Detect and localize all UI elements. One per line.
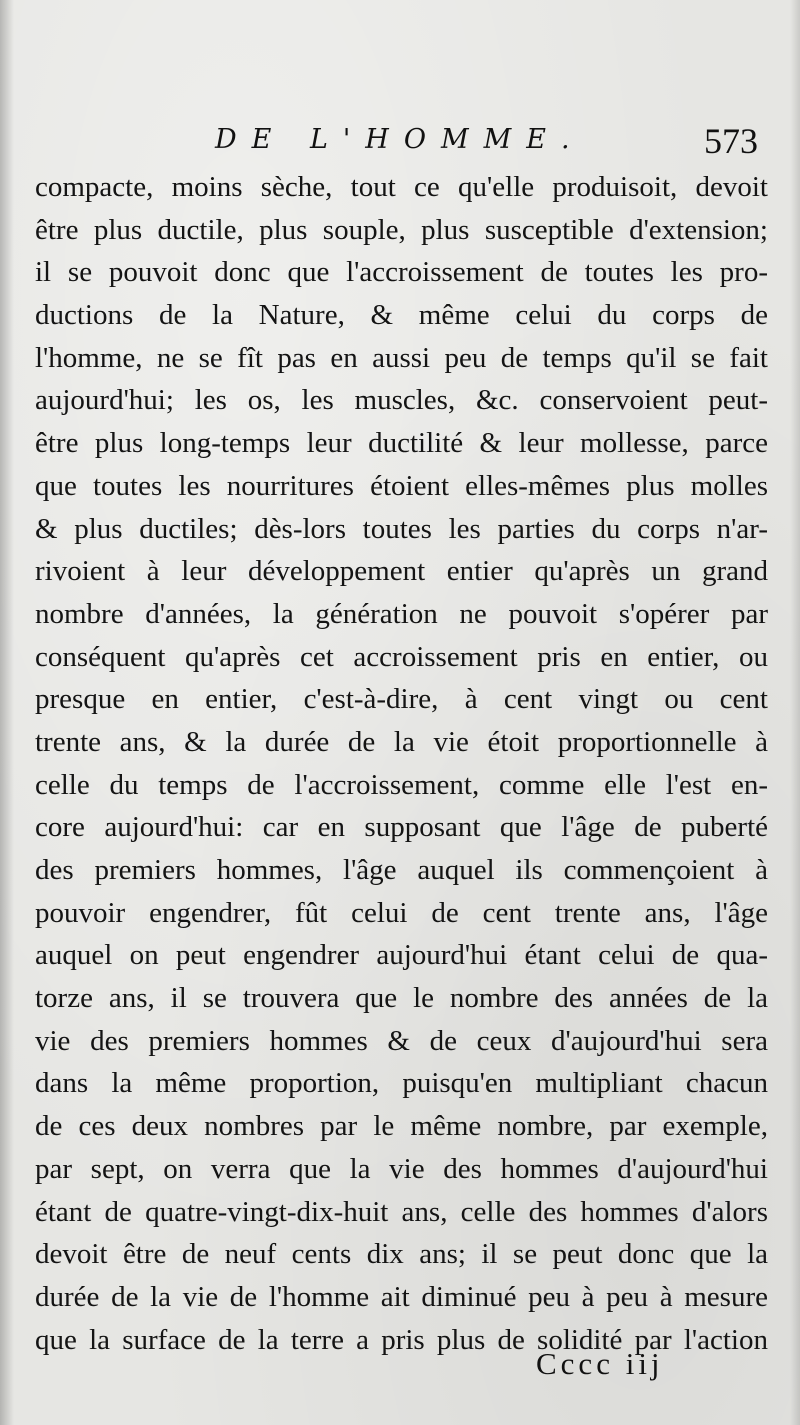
text-line: compacte, moins sèche, tout ce qu'elle produisoit, devoit	[35, 171, 768, 203]
text-line: ductions de la Nature, & même celui du corps de	[35, 299, 768, 332]
text-line: torze ans, il se trouvera que le nombre des années de la	[35, 982, 768, 1015]
text-line: durée de la vie de l'homme ait diminué peu à peu à mesure	[35, 1280, 768, 1313]
text-line: il se pouvoit donc que l'accroissement de toutes les pro-	[35, 256, 768, 289]
text-line: par sept, on verra que la vie des hommes d'aujourd'hui	[35, 1152, 768, 1185]
text-line: devoit être de neuf cents dix ans; il se peut donc que la	[35, 1238, 768, 1271]
running-title: DE L'HOMME.	[215, 124, 585, 155]
text-line: de ces deux nombres par le même nombre, par exemple,	[35, 1110, 768, 1143]
text-line: aujourd'hui; les os, les muscles, &c. conservoient peut-	[35, 384, 768, 417]
text-line: vie des premiers hommes & de ceux d'aujourd'hui sera	[35, 1024, 768, 1057]
text-line: dans la même proportion, puisqu'en multipliant chacun	[35, 1067, 768, 1100]
text-line: que la surface de la terre a pris plus de solidité par l'action	[35, 1323, 768, 1356]
text-line: des premiers hommes, l'âge auquel ils commençoient à	[35, 854, 768, 886]
gutter-shadow	[0, 0, 14, 1425]
text-line: que toutes les nourritures étoient elles-mêmes plus molles	[35, 469, 768, 502]
page-number: 573	[704, 121, 758, 161]
edge-shadow	[790, 0, 800, 1425]
signature-mark: Cccc iij	[536, 1346, 664, 1381]
running-head	[0, 118, 800, 168]
text-line: pouvoir engendrer, fût celui de cent trente ans, l'âge	[35, 896, 768, 929]
text-line: celle du temps de l'accroissement, comme elle l'est en-	[35, 768, 768, 801]
body-text	[35, 166, 768, 1361]
text-line: être plus ductile, plus souple, plus susceptible d'extension;	[35, 213, 768, 246]
text-line: auquel on peut engendrer aujourd'hui étant celui de qua-	[35, 939, 768, 972]
text-line: être plus long-temps leur ductilité & leur mollesse, parce	[35, 427, 768, 460]
text-line: l'homme, ne se fît pas en aussi peu de temps qu'il se fait	[35, 341, 768, 374]
text-line: trente ans, & la durée de la vie étoit proportionnelle à	[35, 725, 768, 758]
text-line: conséquent qu'après cet accroissement pris en entier, ou	[35, 640, 768, 673]
text-line: presque en entier, c'est-à-dire, à cent vingt ou cent	[35, 683, 768, 716]
text-line: rivoient à leur développement entier qu'après un grand	[35, 555, 768, 588]
text-line: & plus ductiles; dès-lors toutes les parties du corps n'ar-	[35, 512, 768, 545]
text-line: nombre d'années, la génération ne pouvoit s'opérer par	[35, 597, 768, 630]
text-line: étant de quatre-vingt-dix-huit ans, celle des hommes d'alors	[35, 1195, 768, 1228]
text-line: core aujourd'hui: car en supposant que l'âge de puberté	[35, 811, 768, 844]
